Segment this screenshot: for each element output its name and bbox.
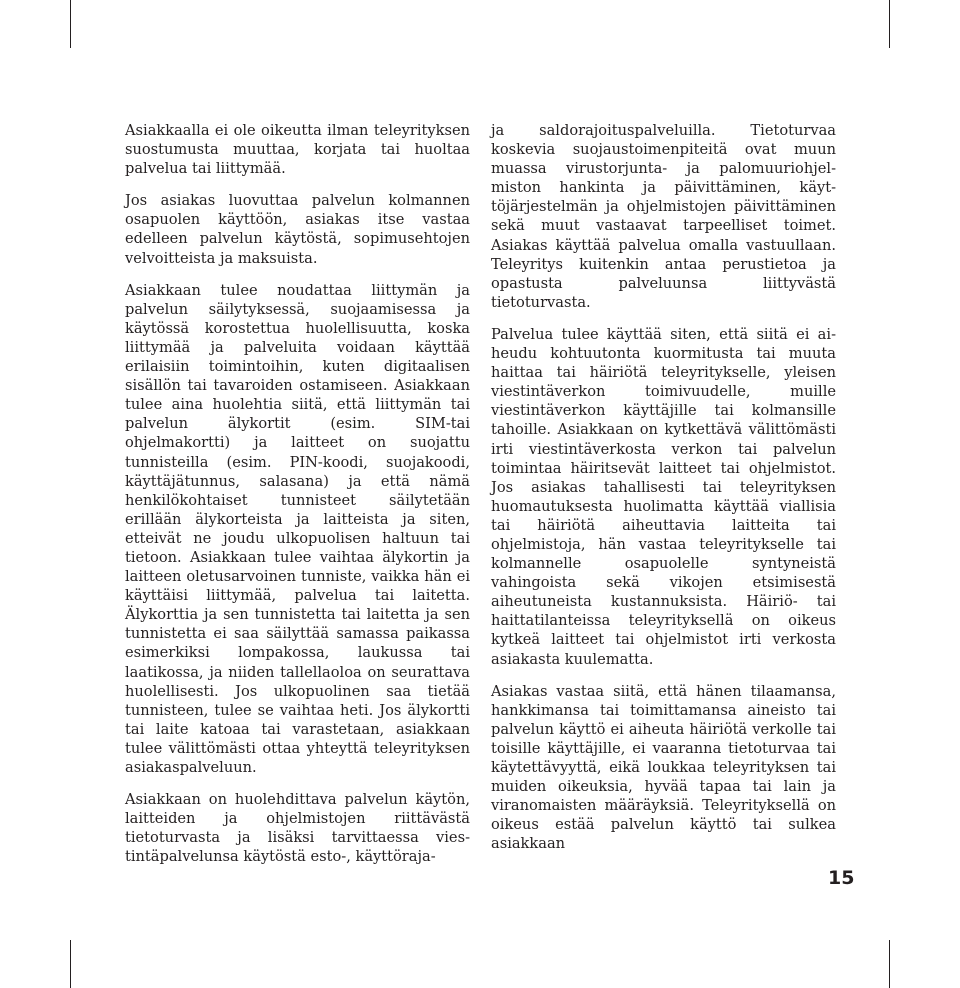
- paragraph-third-party-use: Jos asiakas luovuttaa palvelun kolmannen osapuolen käyttöön, asiakas itse vastaa edelleen palvelun käytöstä, sopimusehtojen velvoitteista ja maksuista.: [125, 192, 470, 267]
- crop-mark-bottom-left: [70, 940, 71, 988]
- paragraph-credential-care: Asiakkaan tulee noudattaa liittymän ja palvelun säilytyksessä, suojaamisessa ja käytössä korostettua huolellisuutta, koska liittymää ja palveluita voidaan käyttää erilaisiin toimintoihin, kuten digitaalisen sisällön tai tavaroiden ostamiseen. Asiakkaan tulee aina huolehtia siitä, että liittymän tai palvelun älykortit (esim. SIM-tai ohjelmakortti) ja laitteet on suojattu tunnisteilla (esim. PIN-koodi, suojakoodi, käyttäjätunnus, salasana) ja että nämä henkilökohtaiset tunnisteet säilytetään erillään älykorteista ja laitteista ja siten, etteivät ne joudu ulkopuolisen haltuun tai tietoon. Asiakkaan tulee vaihtaa älykortin ja laitteen oletusarvoinen tunniste, vaikka hän ei käyttäisi liittymää, palvelua tai laitetta. Älykorttia ja sen tunnistetta tai laitetta ja sen tunnistetta ei saa säilyttää samassa paikassa esimerkiksi lompakossa, laukussa tai laatikossa, ja niiden tallellaoloa on seurattava huolellisesti. Jos ulkopuolinen saa tietää tunnisteen, tulee se vaihtaa heti. Jos älykortti tai laite katoaa tai varastetaan, asiakkaan tulee välittömästi ottaa yhteyttä teleyrityksen asiakaspalveluun.: [125, 281, 470, 776]
- right-text-column: [491, 121, 836, 853]
- paragraph-security-measures: ja saldorajoituspalveluilla. Tietoturvaa koskevia suojaustoimenpiteitä ovat muun muassa virustorjunta- ja palomuuriohjelmiston hankinta ja päivittäminen, käyttöjärjestelmän ja ohjelmistojen päivittäminen sekä muut vastaavat tarpeelliset toimet. Asiakas käyttää palvelua omalla vastuullaan. Teleyritys kuitenkin antaa perustietoa ja opastusta palveluunsa liittyvästä tietoturvasta.: [491, 122, 836, 311]
- paragraph-customer-liability: Asiakas vastaa siitä, että hänen tilaamansa, hankkimansa tai toimittamansa aineisto tai palvelun käyttö ei aiheuta häiriötä verkolle tai toisille käyttäjille, ei vaaranna tietoturvaa tai käytettävyyttä, eikä loukkaa teleyrityksen tai muiden oikeuksia, hyvää tapaa tai lain ja viranomaisten määräyksiä. Teleyrityksellä on oikeus estää palvelun käyttö tai sulkea asiakkaan: [491, 682, 836, 853]
- crop-mark-top-right: [889, 0, 890, 48]
- paragraph-modification-rights: Asiakkaalla ei ole oikeutta ilman teleyrityksen suostumusta muuttaa, korjata tai huoltaa palvelua tai liittymää.: [125, 122, 470, 178]
- crop-mark-bottom-right: [889, 940, 890, 988]
- paragraph-network-disturbance: Palvelua tulee käyttää siten, että siitä ei aiheudu kohtuutonta kuormitusta tai muuta haittaa tai häiriötä teleyritykselle, yleisen viestintäverkon toimivuudelle, muille viestintäverkon käyttäjille tai kolmansille tahoille. Asiakkaan on kytkettävä välittömästi irti viestintäverkosta verkon tai palvelun toimintaa häiritsevät laitteet tai ohjelmistot. Jos asiakas tahallisesti tai teleyrityksen huomautuksesta huolimatta käyttää viallisia tai häiriötä aiheuttavia laitteita tai ohjelmistoja, hän vastaa teleyritykselle tai kolmannelle osapuolelle syntyneistä vahingoista sekä vikojen etsimisestä aiheutuneista kustannuksista. Häiriö- tai haittatilanteissa teleyrityksellä on oikeus kytkeä laitteet tai ohjelmistot irti verkosta asiakasta kuulematta.: [491, 325, 836, 668]
- paragraph-security-responsibility: Asiakkaan on huolehdittava palvelun käytön, laitteiden ja ohjelmistojen riittävästä tietoturvasta ja lisäksi tarvittaessa viestintäpalvelunsa käytöstä esto-, käyttöraja-: [125, 791, 470, 866]
- left-text-column: [125, 121, 470, 866]
- crop-mark-top-left: [70, 0, 71, 48]
- page-number: 15: [828, 867, 855, 889]
